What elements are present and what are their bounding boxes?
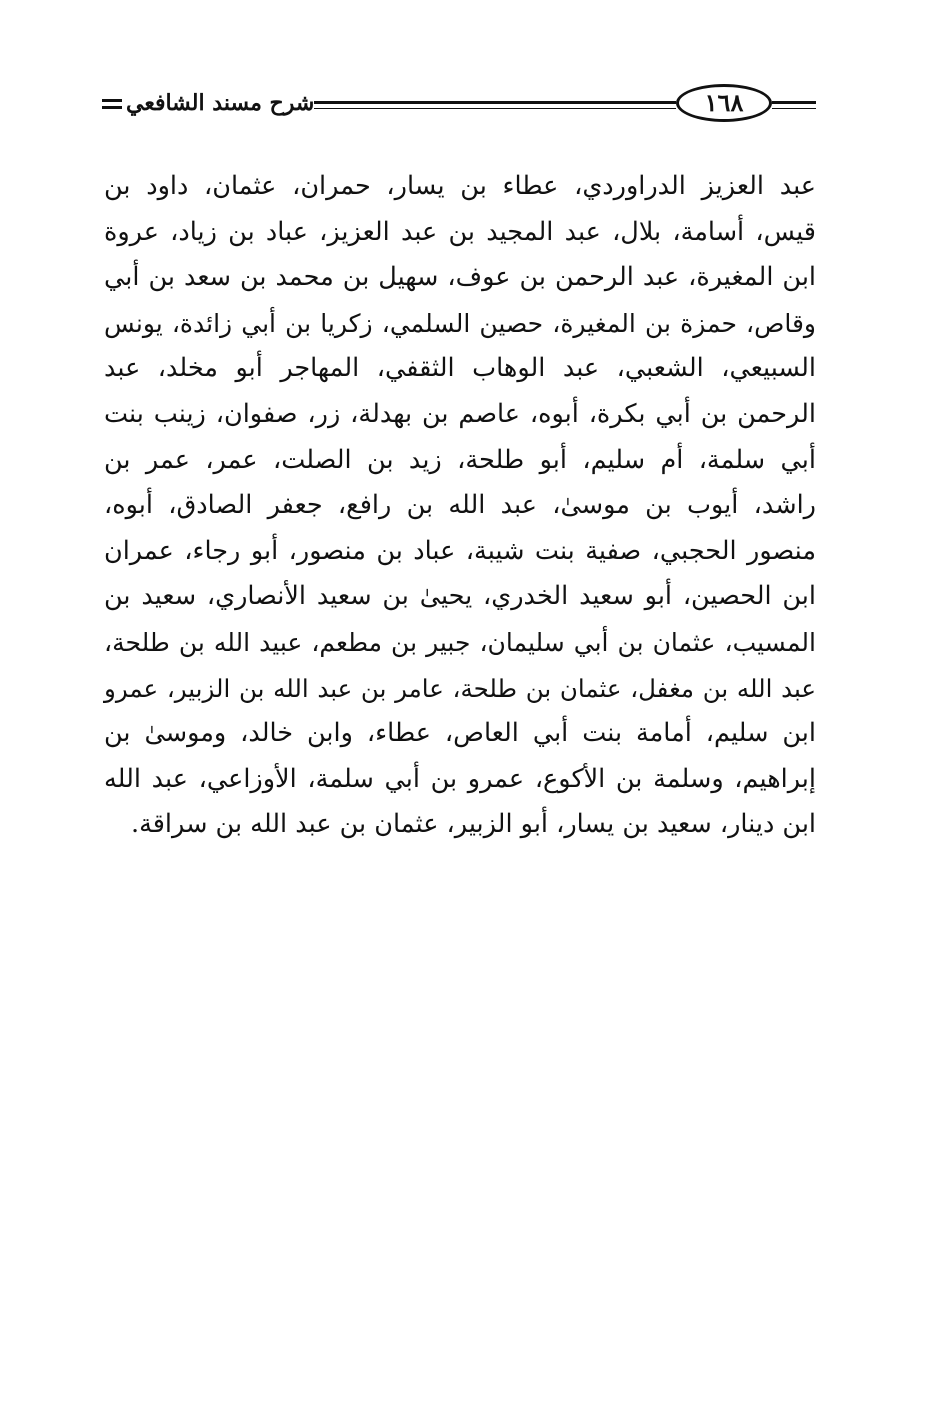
- page-header: [102, 78, 816, 130]
- text-line: راشد، أيوب بن موسىٰ، عبد الله بن رافع، جعفر الصادق، أبوه،: [104, 490, 816, 521]
- text-line: السبيعي، الشعبي، عبد الوهاب الثقفي، المهاجر أبو مخلد، عبد: [104, 353, 816, 384]
- text-line: ابن دينار، سعيد بن يسار، أبو الزبير، عثمان بن عبد الله بن سراقة.: [130, 809, 816, 840]
- text-line: إبراهيم، وسلمة بن الأكوع، عمرو بن أبي سلمة، الأوزاعي، عبد الله: [104, 763, 816, 794]
- text-line: أبي سلمة، أم سليم، أبو طلحة، زيد بن الصلت، عمر، عمر بن: [104, 444, 816, 475]
- body-text: [104, 164, 816, 848]
- text-line: عبد الله بن مغفل، عثمان بن طلحة، عامر بن عبد الله بن الزبير، عمرو: [104, 673, 816, 703]
- text-line: الرحمن بن أبي بكرة، أبوه، عاصم بن بهدلة، زر، صفوان، زينب بنت: [104, 398, 816, 429]
- text-line: عبد العزيز الدراوردي، عطاء بن يسار، حمران، عثمان، داود بن: [104, 171, 816, 201]
- text-line: ابن الحصين، أبو سعيد الخدري، يحيىٰ بن سعيد الأنصاري، سعيد بن: [104, 581, 816, 612]
- text-line: منصور الحجبي، صفية بنت شيبة، عباد بن منصور، أبو رجاء، عمران: [104, 535, 816, 566]
- text-line: قيس، أسامة، بلال، عبد المجيد بن عبد العزيز، عباد بن زياد، عروة: [104, 216, 816, 247]
- header-rule: [314, 101, 676, 109]
- running-title: شرح مسند الشافعي: [126, 90, 315, 116]
- text-line: ابن سليم، أمامة بنت أبي العاص، عطاء، وابن خالد، وموسىٰ بن: [104, 718, 816, 749]
- page-number-badge: ١٦٨: [676, 84, 772, 122]
- header-rule-right: [772, 101, 816, 109]
- text-line: المسيب، عثمان بن أبي سليمان، جبير بن مطعم، عبيد الله بن طلحة،: [104, 627, 816, 657]
- header-double-rule-left: [102, 99, 122, 109]
- text-line: ابن المغيرة، عبد الرحمن بن عوف، سهيل بن محمد بن سعد بن أبي: [104, 262, 816, 293]
- text-line: وقاص، حمزة بن المغيرة، حصين السلمي، زكريا بن أبي زائدة، يونس: [104, 308, 816, 338]
